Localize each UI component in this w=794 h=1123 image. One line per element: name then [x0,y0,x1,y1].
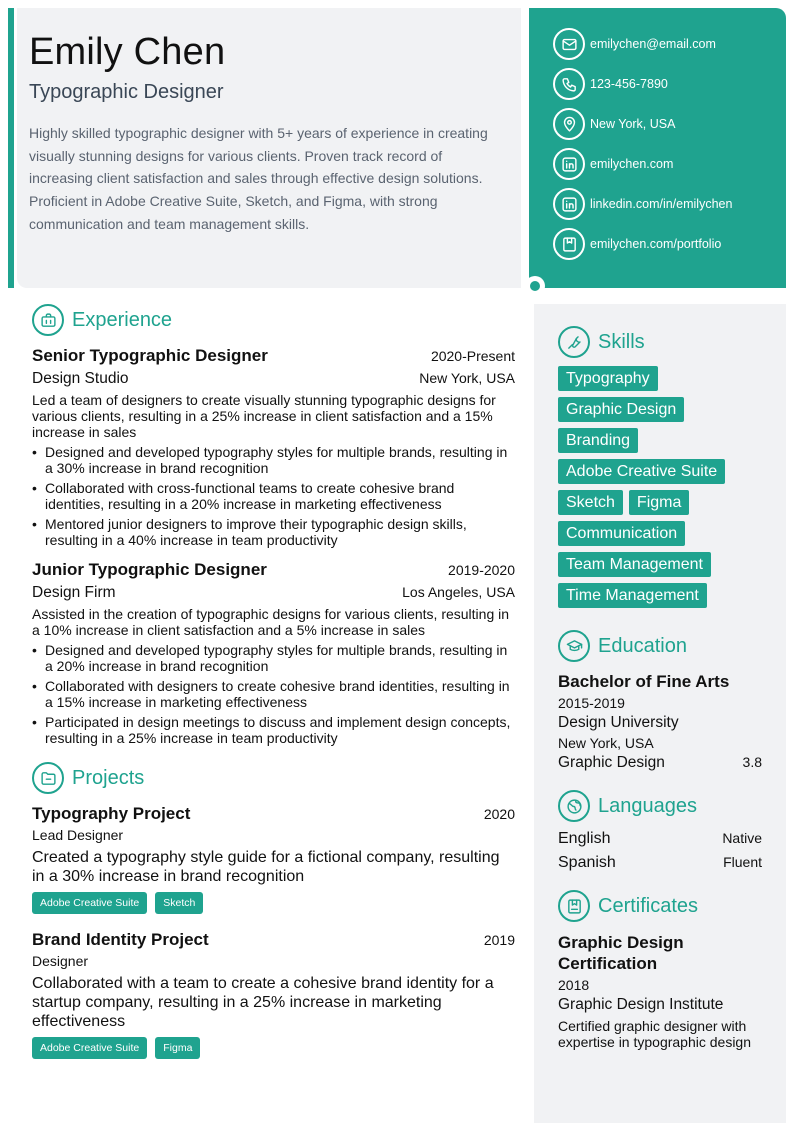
skill-badge: Time Management [558,583,707,608]
contact-location-text: New York, USA [590,117,676,131]
project-description: Collaborated with a team to create a cohesive brand identity for a startup company, resulting in a 25% increase in marketing effectiveness [32,975,494,1030]
candidate-role: Typographic Designer [29,81,224,103]
job-company: Design Firm [32,584,116,601]
job-title: Junior Typographic Designer [32,560,267,579]
language-name: English [558,830,611,847]
skills-list [558,366,762,614]
globe-icon [558,790,590,822]
contact-linkedin[interactable] [553,188,786,220]
job-entry [32,346,515,548]
languages-title: Languages [598,794,697,817]
skill-badge: Adobe Creative Suite [558,459,725,484]
education-gpa: 3.8 [742,754,762,770]
sidebar-column [534,304,786,1123]
project-tag: Adobe Creative Suite [32,892,147,914]
project-description: Created a typography style guide for a fictional company, resulting in a 30% increase in brand recognition [32,849,500,885]
education-heading [558,630,762,662]
contact-email[interactable] [553,28,786,60]
experience-title: Experience [72,308,173,331]
languages-heading [558,790,762,822]
project-role: Lead Designer [32,827,124,843]
contact-portfolio-text: emilychen.com/portfolio [590,237,722,251]
job-date: 2020-Present [430,348,515,364]
language-level: Native [722,830,762,846]
job-description: Assisted in the creation of typographic designs for various clients, resulting in a 10% increase in client satisfaction and a 5% increase in sales [32,606,510,638]
contact-website-text: emilychen.com [590,157,674,171]
decorative-dot [525,276,545,296]
job-bullet: • Designed and developed typography styles for multiple brands, resulting in a 30% increase in brand recognition [32,444,515,476]
skill-badge: Communication [558,521,685,546]
mail-icon [553,28,585,60]
job-date: 2019-2020 [448,562,515,578]
portfolio-icon [553,228,585,260]
candidate-name: Emily Chen [29,31,226,73]
phone-icon [553,68,585,100]
certificate-issuer: Graphic Design Institute [558,996,724,1013]
contact-email-text: emilychen@email.com [590,37,716,51]
linkedin-icon [553,188,585,220]
certificates-title: Certificates [598,894,699,917]
skill-badge: Graphic Design [558,397,684,422]
job-location: New York, USA [419,370,515,386]
skill-badge: Typography [558,366,658,391]
project-title: Brand Identity Project [32,930,209,949]
project-title: Typography Project [32,804,191,823]
projects-title: Projects [72,766,145,789]
job-bullet: • Collaborated with cross-functional teams to create cohesive brand identities, resulting in a 20% increase in marketing effectiveness [32,480,515,512]
skills-title: Skills [598,330,645,353]
education-years: 2015-2019 [558,695,625,711]
contact-phone-text: 123-456-7890 [590,77,668,91]
skill-badge: Team Management [558,552,711,577]
header-intro [17,8,521,288]
job-bullet: • Designed and developed typography styles for multiple brands, resulting in a 20% increase in brand recognition [32,642,515,674]
skill-badge: Branding [558,428,638,453]
contact-location [553,108,786,140]
contact-phone[interactable] [553,68,786,100]
project-tags [32,1037,515,1059]
language-name: Spanish [558,854,616,871]
project-date: 2020 [483,806,515,822]
project-date: 2019 [483,932,515,948]
language-row [558,854,762,872]
job-bullets [32,444,515,548]
experience-heading [32,304,515,336]
main-column [32,304,515,1059]
job-bullet: • Collaborated with designers to create cohesive brand identities, resulting in a 15% increase in marketing effectiveness [32,678,515,710]
project-tag: Figma [155,1037,200,1059]
job-title: Senior Typographic Designer [32,346,268,365]
education-school: Design University [558,714,679,731]
certificate-name: Graphic Design Certification [558,933,684,973]
project-tag: Adobe Creative Suite [32,1037,147,1059]
profile-summary: Highly skilled typographic designer with 5+ years of experience in creating visually stunning designs for various clients. Proven track record of increasing client satisfaction and sales through effective design solutions. Proficient in Adobe Creative Suite, Sketch, and Figma, with strong communication and team management skills. [29,125,488,232]
project-entry [32,930,515,1059]
education-title: Education [598,634,687,657]
project-entry [32,804,515,914]
location-pin-icon [553,108,585,140]
contact-website[interactable] [553,148,786,180]
education-degree: Bachelor of Fine Arts [558,672,730,691]
wrench-icon [558,326,590,358]
job-location: Los Angeles, USA [402,584,515,600]
language-row [558,830,762,848]
accent-bar [8,8,14,288]
project-tags [32,892,515,914]
skills-heading [558,326,762,358]
education-field-row [558,754,762,772]
language-level: Fluent [723,854,762,870]
graduation-cap-icon [558,630,590,662]
certificates-heading [558,890,762,922]
job-entry [32,560,515,746]
job-bullet: • Mentored junior designers to improve their typographic design skills, resulting in a 40% increase in team productivity [32,516,515,548]
skill-badge: Sketch [558,490,623,515]
contact-portfolio[interactable] [553,228,786,260]
contact-linkedin-text: linkedin.com/in/emilychen [590,197,733,211]
contact-panel [529,8,786,288]
project-tag: Sketch [155,892,203,914]
briefcase-icon [32,304,64,336]
certificate-year: 2018 [558,977,590,993]
linkedin-icon [553,148,585,180]
project-role: Designer [32,953,89,969]
folder-icon [32,762,64,794]
job-description: Led a team of designers to create visually stunning typographic designs for various clients, resulting in a 25% increase in client satisfaction and a 15% increase in sales [32,392,496,440]
job-bullets [32,642,515,746]
education-field: Graphic Design [558,754,665,771]
job-company: Design Studio [32,370,129,387]
certificate-description: Certified graphic designer with expertise in typographic design [558,1018,752,1050]
certificate-book-icon [558,890,590,922]
skill-badge: Figma [629,490,689,515]
job-bullet: • Participated in design meetings to discuss and implement design concepts, resulting in a 25% increase in team productivity [32,714,515,746]
projects-heading [32,762,515,794]
education-location: New York, USA [558,735,654,751]
